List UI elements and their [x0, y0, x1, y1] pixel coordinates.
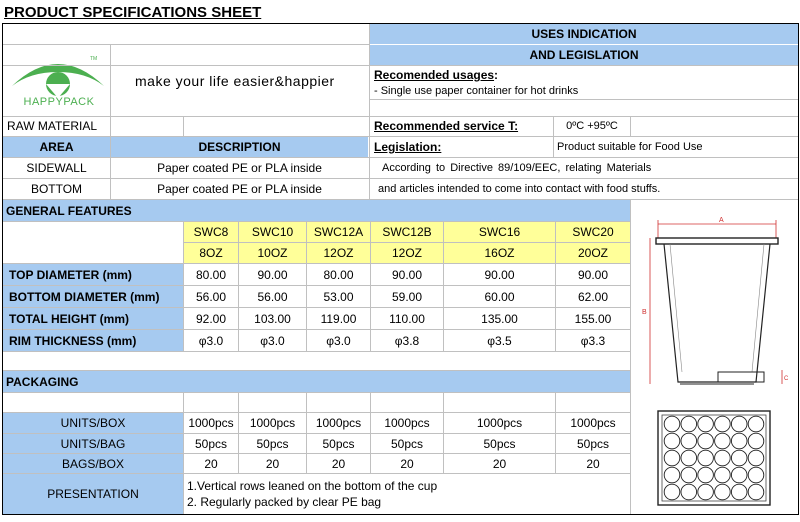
grid-line	[3, 307, 630, 308]
rim-thickness-swc8: φ3.0	[198, 333, 224, 348]
total-height-swc12a: 119.00	[320, 311, 357, 326]
rim-thickness-swc12a: φ3.0	[326, 333, 351, 348]
bottom-diameter-swc12a: 53.00	[323, 289, 354, 304]
model-code-swc12b: SWC12B	[371, 222, 443, 242]
grid-line	[3, 263, 630, 264]
grid-line	[3, 44, 369, 45]
cup-profile-icon	[640, 212, 790, 397]
cup-circle	[731, 467, 747, 483]
grid-line	[3, 178, 798, 179]
units-bag-swc8: 50pcs	[194, 436, 228, 451]
recommended-usages-label	[374, 66, 574, 84]
rim-thickness-swc16: φ3.5	[487, 333, 512, 348]
grid-line	[183, 117, 184, 136]
units-box-swc12b: 1000pcs	[384, 416, 430, 430]
cup-circle	[715, 433, 731, 449]
total-height-label: TOTAL HEIGHT (mm)	[3, 308, 183, 329]
grid-line	[3, 221, 630, 222]
cup-circle	[681, 450, 697, 466]
presentation-line-2: 2. Regularly packed by clear PE bag	[187, 495, 382, 509]
cup-circle	[715, 416, 731, 432]
cup-circle	[681, 484, 697, 500]
model-size-swc12b: 12OZ	[371, 243, 443, 263]
grid-line	[3, 412, 630, 413]
happypack-logo	[8, 52, 108, 116]
cup-circle	[731, 484, 747, 500]
grid-line	[555, 392, 556, 474]
logo-name: HAPPYPACK	[23, 96, 95, 108]
grid-line	[3, 285, 630, 286]
dimension-b-label: B	[642, 309, 647, 316]
grid-line	[3, 65, 798, 66]
description-header: DESCRIPTION	[111, 137, 368, 157]
cup-circle	[731, 450, 747, 466]
units-box-swc20: 1000pcs	[570, 416, 616, 430]
cup-circle	[698, 433, 714, 449]
cup-circle	[715, 467, 731, 483]
units-bag-swc16: 50pcs	[483, 436, 516, 451]
top-diameter-swc20: 90.00	[577, 267, 609, 282]
recommended-usages-value: - Single use paper container for hot drinks	[374, 84, 579, 97]
grid-line	[369, 44, 798, 45]
grid-line	[2, 23, 799, 24]
packaging-header: PACKAGING	[3, 371, 630, 392]
grid-line	[369, 99, 798, 100]
grid-line	[184, 242, 630, 243]
slogan: make your life easier&happier	[135, 73, 335, 89]
grid-line	[443, 221, 444, 352]
bottom-diameter-swc10: 56.00	[257, 289, 288, 304]
units-bag-label: UNITS/BAG	[3, 434, 183, 453]
top-diameter-swc8: 80.00	[195, 267, 227, 282]
top-diameter-swc12a: 80.00	[323, 267, 354, 282]
cup-circle	[748, 416, 764, 432]
box-top-view	[657, 410, 771, 506]
model-code-swc12a: SWC12A	[307, 222, 370, 242]
grid-line	[630, 117, 631, 136]
bags-box-swc10: 20	[265, 456, 280, 471]
bags-box-swc12b: 20	[400, 456, 414, 471]
directive-line-1: According to Directive 89/109/EEC, relating Materials	[382, 161, 652, 174]
model-code-swc20: SWC20	[556, 222, 630, 242]
grid-line	[630, 200, 631, 514]
dimension-c-label: C	[784, 376, 789, 382]
cup-circle	[698, 450, 714, 466]
grid-line	[3, 453, 630, 454]
dimension-a-label: A	[719, 217, 724, 224]
top-diameter-swc16: 90.00	[484, 267, 515, 282]
units-box-label: UNITS/BOX	[3, 413, 183, 433]
recommended-usages-colon: :	[494, 68, 499, 82]
cup-circle	[731, 433, 747, 449]
bottom-diameter-swc16: 60.00	[484, 289, 515, 304]
uses-header-1: USES INDICATION	[369, 24, 799, 44]
area-header: AREA	[3, 137, 110, 157]
rim-thickness-swc12b: φ3.8	[394, 333, 420, 348]
grid-line	[238, 221, 239, 352]
grid-line	[2, 514, 799, 515]
total-height-swc16: 135.00	[481, 311, 518, 326]
grid-line	[306, 392, 307, 474]
model-size-swc12a: 12OZ	[307, 243, 370, 263]
legislation-value: Product suitable for Food Use	[557, 140, 703, 153]
total-height-swc12b: 110.00	[389, 311, 425, 326]
units-box-swc16: 1000pcs	[476, 416, 523, 430]
top-diameter-swc10: 90.00	[257, 267, 288, 282]
raw-material-label: RAW MATERIAL	[7, 119, 98, 133]
grid-line	[2, 23, 3, 515]
total-height-swc20: 155.00	[574, 311, 612, 326]
cup-circle	[681, 416, 697, 432]
cup-circle	[748, 467, 764, 483]
cup-circle	[681, 433, 697, 449]
cup-circle	[664, 450, 680, 466]
page-title: PRODUCT SPECIFICATIONS SHEET	[4, 3, 262, 21]
grid-line	[3, 392, 630, 393]
units-box-swc8: 1000pcs	[188, 416, 234, 430]
top-diameter-label: TOP DIAMETER (mm)	[3, 264, 183, 285]
bags-box-swc8: 20	[204, 456, 218, 471]
model-size-swc20: 20OZ	[556, 243, 630, 263]
units-bag-swc12a: 50pcs	[322, 436, 355, 451]
service-value: 0ºC +95ºC	[566, 119, 618, 132]
grid-line	[370, 392, 371, 474]
model-size-swc10: 10OZ	[239, 243, 306, 263]
grid-line	[555, 221, 556, 352]
cup-circle	[715, 450, 731, 466]
cup-circle	[715, 484, 731, 500]
bottom-diameter-label: BOTTOM DIAMETER (mm)	[3, 286, 183, 307]
directive-line-2: and articles intended to come into contact with food stuffs.	[378, 182, 661, 195]
total-height-swc8: 92.00	[195, 311, 227, 326]
bottom-diameter-swc12b: 59.00	[391, 289, 423, 304]
units-box-swc12a: 1000pcs	[315, 416, 362, 430]
cup-circle	[698, 416, 714, 432]
rim-thickness-swc10: φ3.0	[260, 333, 285, 348]
sidewall-area: SIDEWALL	[26, 161, 87, 175]
grid-line	[3, 351, 630, 352]
units-bag-swc10: 50pcs	[256, 436, 289, 451]
total-height-swc10: 103.00	[254, 311, 291, 326]
grid-line	[110, 44, 111, 199]
grid-line	[183, 392, 184, 514]
grid-line	[3, 433, 630, 434]
cup-circle	[698, 467, 714, 483]
presentation-label: PRESENTATION	[3, 474, 183, 514]
bags-box-swc12a: 20	[331, 456, 346, 471]
bags-box-label: BAGS/BOX	[3, 454, 183, 473]
grid-line	[306, 221, 307, 352]
grid-line	[3, 199, 798, 200]
cup-circle	[664, 484, 680, 500]
presentation-line-1: 1.Vertical rows leaned on the bottom of the cup	[187, 479, 438, 493]
cup-circle	[664, 433, 680, 449]
packed-cups-icon	[657, 410, 771, 506]
cup-circle	[748, 433, 764, 449]
model-code-swc10: SWC10	[239, 222, 306, 242]
logo-tm: TM	[90, 56, 98, 62]
grid-line	[3, 329, 630, 330]
grid-line	[3, 136, 798, 137]
sidewall-description: Paper coated PE or PLA inside	[157, 161, 322, 175]
cup-circle	[748, 484, 764, 500]
grid-line	[3, 116, 798, 117]
bottom-diameter-swc20: 62.00	[577, 289, 609, 304]
bottom-description: Paper coated PE or PLA inside	[157, 182, 322, 196]
grid-line	[183, 221, 184, 352]
cup-circle	[731, 416, 747, 432]
bottom-area: BOTTOM	[30, 182, 83, 196]
recommended-usages-text: Recomended usages	[374, 68, 495, 82]
grid-line	[369, 24, 370, 199]
bottom-diameter-swc8: 56.00	[195, 289, 227, 304]
grid-line	[798, 23, 799, 515]
rim-thickness-label: RIM THICKNESS (mm)	[3, 330, 183, 351]
model-code-swc8: SWC8	[184, 222, 238, 242]
model-size-swc8: 8OZ	[184, 243, 238, 263]
grid-line	[3, 473, 630, 474]
cup-drawing	[640, 212, 790, 397]
bags-box-swc20: 20	[586, 456, 600, 471]
model-size-swc16: 16OZ	[444, 243, 555, 263]
units-bag-swc12b: 50pcs	[390, 436, 424, 451]
grid-line	[3, 157, 798, 158]
rim-thickness-swc20: φ3.3	[580, 333, 606, 348]
cup-circle	[698, 484, 714, 500]
top-diameter-swc12b: 90.00	[391, 267, 423, 282]
grid-line	[553, 137, 554, 157]
units-box-swc10: 1000pcs	[249, 416, 296, 430]
cup-circle	[748, 450, 764, 466]
grid-line	[370, 221, 371, 352]
cup-circle	[664, 416, 680, 432]
grid-line	[443, 392, 444, 474]
legislation-label: Legislation:	[374, 140, 442, 154]
bags-box-swc16: 20	[492, 456, 507, 471]
general-features-header: GENERAL FEATURES	[3, 200, 630, 221]
grid-line	[3, 370, 630, 371]
uses-header-2: AND LEGISLATION	[369, 45, 799, 65]
service-label: Recommended service T:	[374, 119, 519, 133]
cup-circle	[664, 467, 680, 483]
grid-line	[238, 392, 239, 474]
cup-circle	[681, 467, 697, 483]
units-bag-swc20: 50pcs	[576, 436, 610, 451]
model-code-swc16: SWC16	[444, 222, 555, 242]
grid-line	[553, 117, 554, 136]
